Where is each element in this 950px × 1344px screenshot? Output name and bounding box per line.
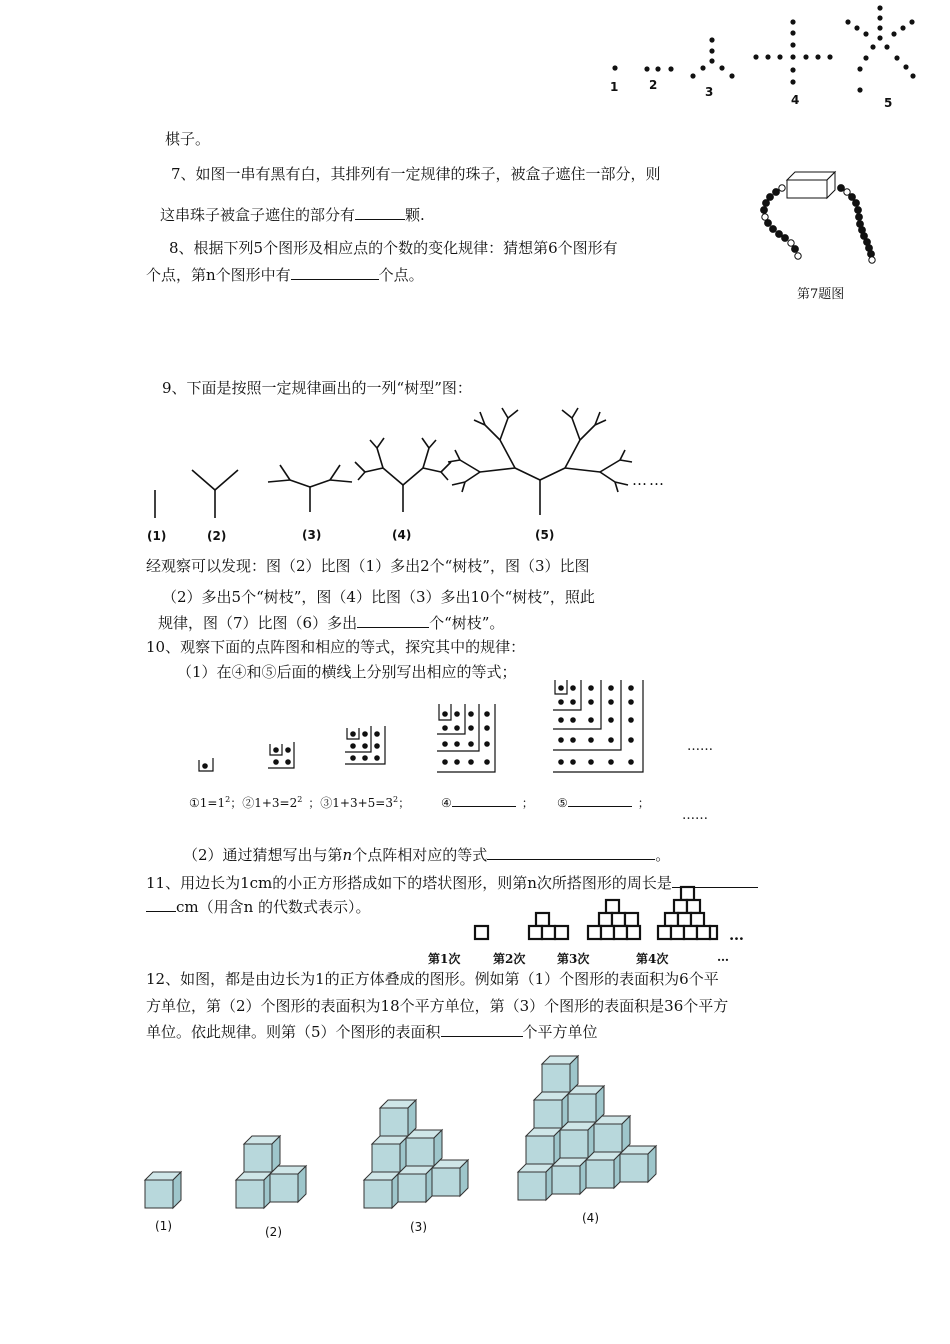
q10-eq3: ；③1+3+5=3 xyxy=(308,796,394,810)
q6-dot-figures xyxy=(0,0,950,120)
q12-label-1: (1) xyxy=(155,1219,172,1233)
q10-equations xyxy=(189,794,410,811)
dot xyxy=(790,54,795,59)
q12-line2: 方单位，第（2）个图形的表面积为18个平方单位，第（3）个图形的表面积是36个平方 xyxy=(146,997,729,1015)
q10-eq3-exp: 2 xyxy=(393,795,399,804)
q6-tail: 棋子。 xyxy=(165,130,211,148)
dot xyxy=(877,35,882,40)
dot xyxy=(909,19,914,24)
dot xyxy=(644,66,649,71)
q9-obs3-a: 规律，图（7）比图（6）多出 xyxy=(158,614,358,632)
q12-label-4: (4) xyxy=(582,1211,599,1225)
dot xyxy=(903,64,908,69)
q11-caption-2: 第2次 xyxy=(493,952,526,966)
q7-beads-figure xyxy=(755,168,895,278)
dot xyxy=(709,37,714,42)
dot xyxy=(900,25,905,30)
q10-eq5: ⑤ xyxy=(557,796,568,810)
q10-eq4-sep: ； xyxy=(521,796,534,810)
q11-answer-blank-cont[interactable] xyxy=(146,897,176,912)
q12-line1: 12、如图，都是由边长为1的正方体叠成的图形。例如第（1）个图形的表面积为6个平 xyxy=(146,970,719,988)
q10-eq3-end: ； xyxy=(398,796,411,810)
dot xyxy=(709,48,714,53)
q10-eq1-exp: 2 xyxy=(225,795,231,804)
dot xyxy=(790,67,795,72)
q12-line3 xyxy=(146,1022,598,1042)
q10-part2-a: （2）通过猜想写出与第 xyxy=(183,846,343,864)
q12-answer-blank[interactable] xyxy=(441,1022,523,1037)
q11-caption-4: 第4次 xyxy=(636,952,669,966)
q9-obs3 xyxy=(158,613,504,633)
q10-intro: 10、观察下面的点阵图和相应的等式，探究其中的规律： xyxy=(146,638,526,656)
q11-ellipsis: … xyxy=(729,926,744,944)
q9-label-1: (1) xyxy=(147,529,167,543)
q8-line2-a: 个点，第n个图形中有 xyxy=(146,266,291,284)
q11-answer-blank[interactable] xyxy=(672,873,758,888)
q10-part2 xyxy=(183,845,670,865)
dot xyxy=(790,19,795,24)
dot xyxy=(765,54,770,59)
dot xyxy=(910,73,915,78)
dot xyxy=(827,54,832,59)
q10-eq5-sep: ； xyxy=(637,796,650,810)
q7-line1: 7、如图一串有黑有白，其排列有一定规律的珠子，被盒子遮住一部分，则 xyxy=(171,165,661,183)
q10-eq5-row xyxy=(557,794,650,811)
q11-caption-3: 第3次 xyxy=(557,952,590,966)
q12-line3-b: 个平方单位 xyxy=(522,1023,598,1041)
q6-fig-label-3: 3 xyxy=(705,85,714,99)
q6-fig-label-2: 2 xyxy=(649,78,658,92)
q11-line1-text: 11、用边长为1cm的小正方形搭成如下的塔状图形，则第n次所搭图形的周长是 xyxy=(146,874,672,892)
q10-eq5-blank[interactable] xyxy=(568,794,632,807)
dot xyxy=(857,66,862,71)
dot xyxy=(668,66,673,71)
dot xyxy=(863,55,868,60)
dot xyxy=(815,54,820,59)
q7-line2-a: 这串珠子被盒子遮住的部分有 xyxy=(160,206,356,224)
q7-caption: 第7题图 xyxy=(797,287,845,302)
q10-part1: （1）在④和⑤后面的横线上分别写出相应的等式； xyxy=(177,663,517,681)
q7-line2-b: 颗. xyxy=(405,206,425,224)
q10-eq4-blank[interactable] xyxy=(452,794,516,807)
q12-label-3: (3) xyxy=(410,1220,427,1234)
q12-line3-a: 单位。依此规律。则第（5）个图形的表面积 xyxy=(146,1023,441,1041)
q9-label-4: (4) xyxy=(392,528,412,542)
dot xyxy=(612,65,617,70)
dot xyxy=(719,65,724,70)
q11-tower-figures xyxy=(470,893,770,943)
dot xyxy=(700,65,705,70)
dot xyxy=(709,58,714,63)
dot xyxy=(790,30,795,35)
q12-label-2: (2) xyxy=(265,1225,282,1239)
q9-obs3-b: 个“树枝”。 xyxy=(429,614,505,632)
dot xyxy=(753,54,758,59)
dot xyxy=(790,42,795,47)
q10-ellipsis-right: …… xyxy=(687,739,713,754)
dot xyxy=(790,79,795,84)
dot xyxy=(877,5,882,10)
q11-line2-text: cm（用含n 的代数式表示）。 xyxy=(176,898,371,916)
dot xyxy=(891,31,896,36)
dot xyxy=(884,44,889,49)
dot xyxy=(845,19,850,24)
dot xyxy=(857,87,862,92)
q9-label-5: (5) xyxy=(535,528,555,542)
q6-fig-label-5: 5 xyxy=(884,96,893,110)
q6-fig-label-4: 4 xyxy=(791,93,800,107)
q9-ellipsis: …… xyxy=(632,471,666,489)
q8-line2 xyxy=(146,265,424,285)
dot xyxy=(690,73,695,78)
q11-line1 xyxy=(146,873,758,893)
q10-eq2: ；②1+3=2 xyxy=(230,796,298,810)
dot xyxy=(870,44,875,49)
q9-obs1: 经观察可以发现：图（2）比图（1）多出2个“树枝”，图（3）比图 xyxy=(146,557,590,575)
q8-line2-b: 个点。 xyxy=(378,266,424,284)
q10-part2-c: 。 xyxy=(655,846,671,864)
dot xyxy=(729,73,734,78)
dot xyxy=(894,55,899,60)
q7-line2 xyxy=(160,205,425,225)
q10-eq4: ④ xyxy=(441,796,452,810)
q10-ellipsis-bottom: …… xyxy=(682,808,708,823)
q8-line1: 8、根据下列5个图形及相应点的个数的变化规律：猜想第6个图形有 xyxy=(169,239,618,257)
dot xyxy=(803,54,808,59)
q10-eq2-exp: 2 xyxy=(297,795,303,804)
q7-answer-blank[interactable] xyxy=(355,205,405,220)
dot xyxy=(655,66,660,71)
dot xyxy=(877,15,882,20)
dot xyxy=(863,31,868,36)
q9-answer-blank[interactable] xyxy=(357,613,429,628)
dot xyxy=(777,54,782,59)
q10-part2-blank[interactable] xyxy=(487,845,655,860)
q11-line2 xyxy=(146,897,371,917)
q9-obs2: （2）多出5个“树枝”，图（4）比图（3）多出10个“树枝”，照此 xyxy=(162,588,595,606)
q11-caption-1: 第1次 xyxy=(428,952,461,966)
q9-label-2: (2) xyxy=(207,529,227,543)
q10-eq1: ①1=1 xyxy=(189,796,226,810)
q8-answer-blank[interactable] xyxy=(291,265,379,280)
q6-fig-label-1: 1 xyxy=(610,80,619,94)
q10-dot-arrays xyxy=(190,680,750,780)
q9-intro: 9、下面是按照一定规律画出的一列“树型”图： xyxy=(162,379,472,397)
q10-part2-b: 个点阵相对应的等式 xyxy=(352,846,488,864)
q12-cube-figures xyxy=(140,1050,700,1210)
q10-eq4-row xyxy=(441,794,534,811)
dot xyxy=(854,25,859,30)
dot xyxy=(877,25,882,30)
q9-tree-figures xyxy=(140,400,860,540)
q10-part2-n: n xyxy=(342,846,353,864)
q9-label-3: (3) xyxy=(302,528,322,542)
q11-caption-more: … xyxy=(717,950,729,964)
